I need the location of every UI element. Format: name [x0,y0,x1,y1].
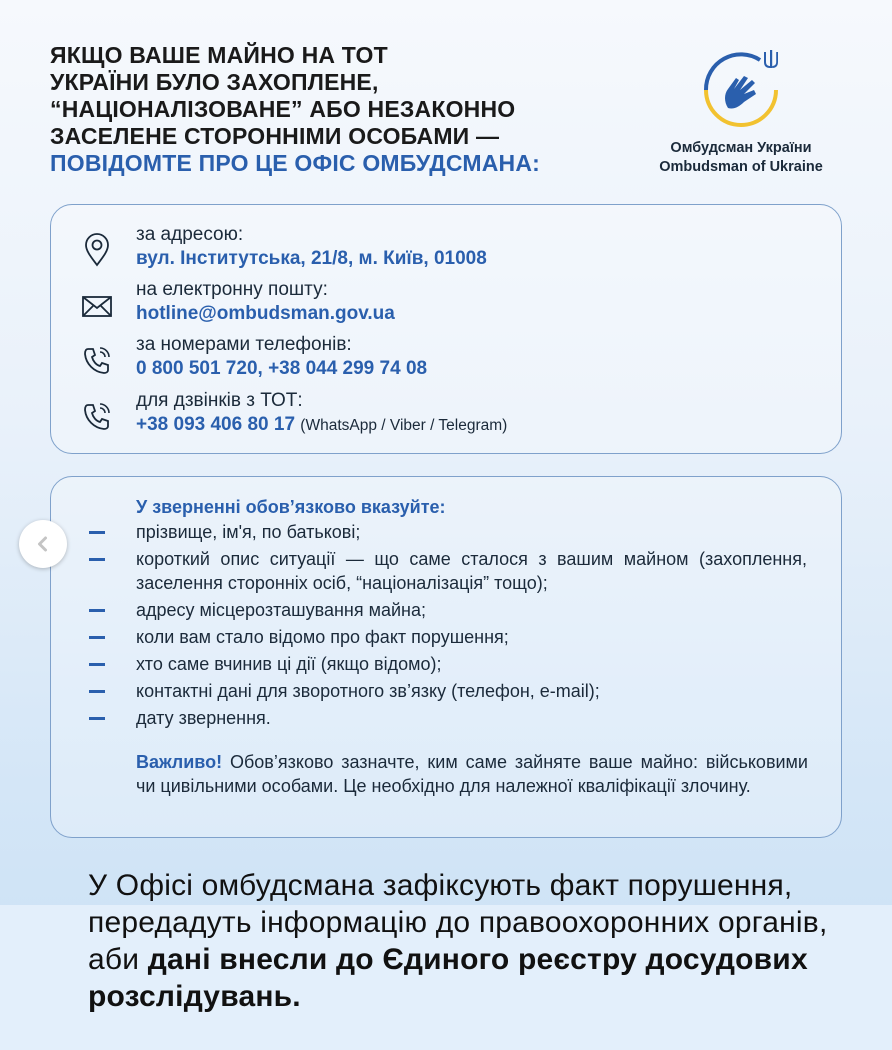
dash-bullet [89,636,105,639]
list-item-text: дату звернення. [136,708,271,728]
list-item [51,598,841,622]
contact-phones [51,333,841,387]
logo-name-ua: Омбудсман України [670,140,812,156]
dash-bullet [89,558,105,561]
important-label: Важливо! [136,752,223,772]
requirements-card [50,476,842,838]
dash-bullet [89,663,105,666]
list-item-text: контактні дані для зворотного зв’язку (телефон, e-mail); [136,681,600,701]
headline-line-1: ЯКЩО ВАШЕ МАЙНО НА ТОТ [50,42,388,68]
list-item-text: коли вам стало відомо про факт порушення; [136,627,509,647]
important-text: Обов’язково зазначте, ким саме зайняте ваше майно: військовими чи цивільними особами. Це необхідно для належної кваліфікації злочину. [136,752,808,796]
location-pin-icon [81,233,113,267]
logo-name-en: Ombudsman of Ukraine [659,159,823,175]
phone-icon [81,399,113,433]
contact-email-label: на електронну пошту: [136,279,328,300]
headline-line-3: “НАЦІОНАЛІЗОВАНЕ” АБО НЕЗАКОННО [50,96,516,122]
chevron-left-icon [34,535,52,553]
contact-tot-value [136,413,507,438]
headline-line-2: УКРАЇНИ БУЛО ЗАХОПЛЕНЕ, [50,69,379,95]
dash-bullet [89,531,105,534]
contact-tot [51,389,841,443]
list-item-text: хто саме вчинив ці дії (якщо відомо); [136,654,442,674]
footer-bold: дані внесли до Єдиного реєстру досудових розслідувань. [88,943,808,1013]
contact-address-value: вул. Інститутська, 21/8, м. Київ, 01008 [136,248,487,269]
list-item-text: короткий опис ситуації — що саме сталося з вашим майном (захоплення, заселення сторонніх осіб, “націоналізація” тощо); [136,549,807,593]
contact-phones-value[interactable]: 0 800 501 720, +38 044 299 74 08 [136,358,428,379]
dash-bullet [89,690,105,693]
phone-icon [81,343,113,377]
requirements-list [51,520,841,733]
headline-line-5: ПОВІДОМТЕ ПРО ЦЕ ОФІС ОМБУДСМАНА: [50,150,541,176]
list-item [51,547,841,595]
contact-phones-label: за номерами телефонів: [136,334,352,355]
contact-tot-note: (WhatsApp / Viber / Telegram) [300,417,508,434]
contacts-card [50,204,842,454]
ombudsman-logo [630,40,852,180]
contact-tot-number[interactable]: +38 093 406 80 17 [136,414,296,435]
contact-email [51,278,841,332]
contact-address-label: за адресою: [136,224,244,245]
list-item [51,625,841,649]
list-item [51,520,841,544]
carousel-prev-button[interactable] [19,520,67,568]
headline-line-4: ЗАСЕЛЕНЕ СТОРОННІМИ ОСОБАМИ — [50,123,500,149]
ombudsman-emblem-icon [698,44,784,136]
dash-bullet [89,717,105,720]
headline [50,42,620,177]
footer-regular: У Офісі омбудсмана зафіксують факт порушення, передадуть інформацію до правоохоронних органів, аби [88,869,828,976]
list-item [51,706,841,730]
dash-bullet [89,609,105,612]
envelope-icon [81,288,113,322]
list-item-text: прізвище, ім'я, по батькові; [136,522,361,542]
important-note [136,750,808,798]
list-item [51,679,841,703]
contact-email-value[interactable]: hotline@ombudsman.gov.ua [136,303,395,324]
footer-text [88,867,828,1015]
contact-tot-label: для дзвінків з ТОТ: [136,390,303,411]
requirements-title: У зверненні обов’язково вказуйте: [136,497,446,517]
contact-address [51,223,841,277]
list-item [51,652,841,676]
list-item-text: адресу місцерозташування майна; [136,600,426,620]
